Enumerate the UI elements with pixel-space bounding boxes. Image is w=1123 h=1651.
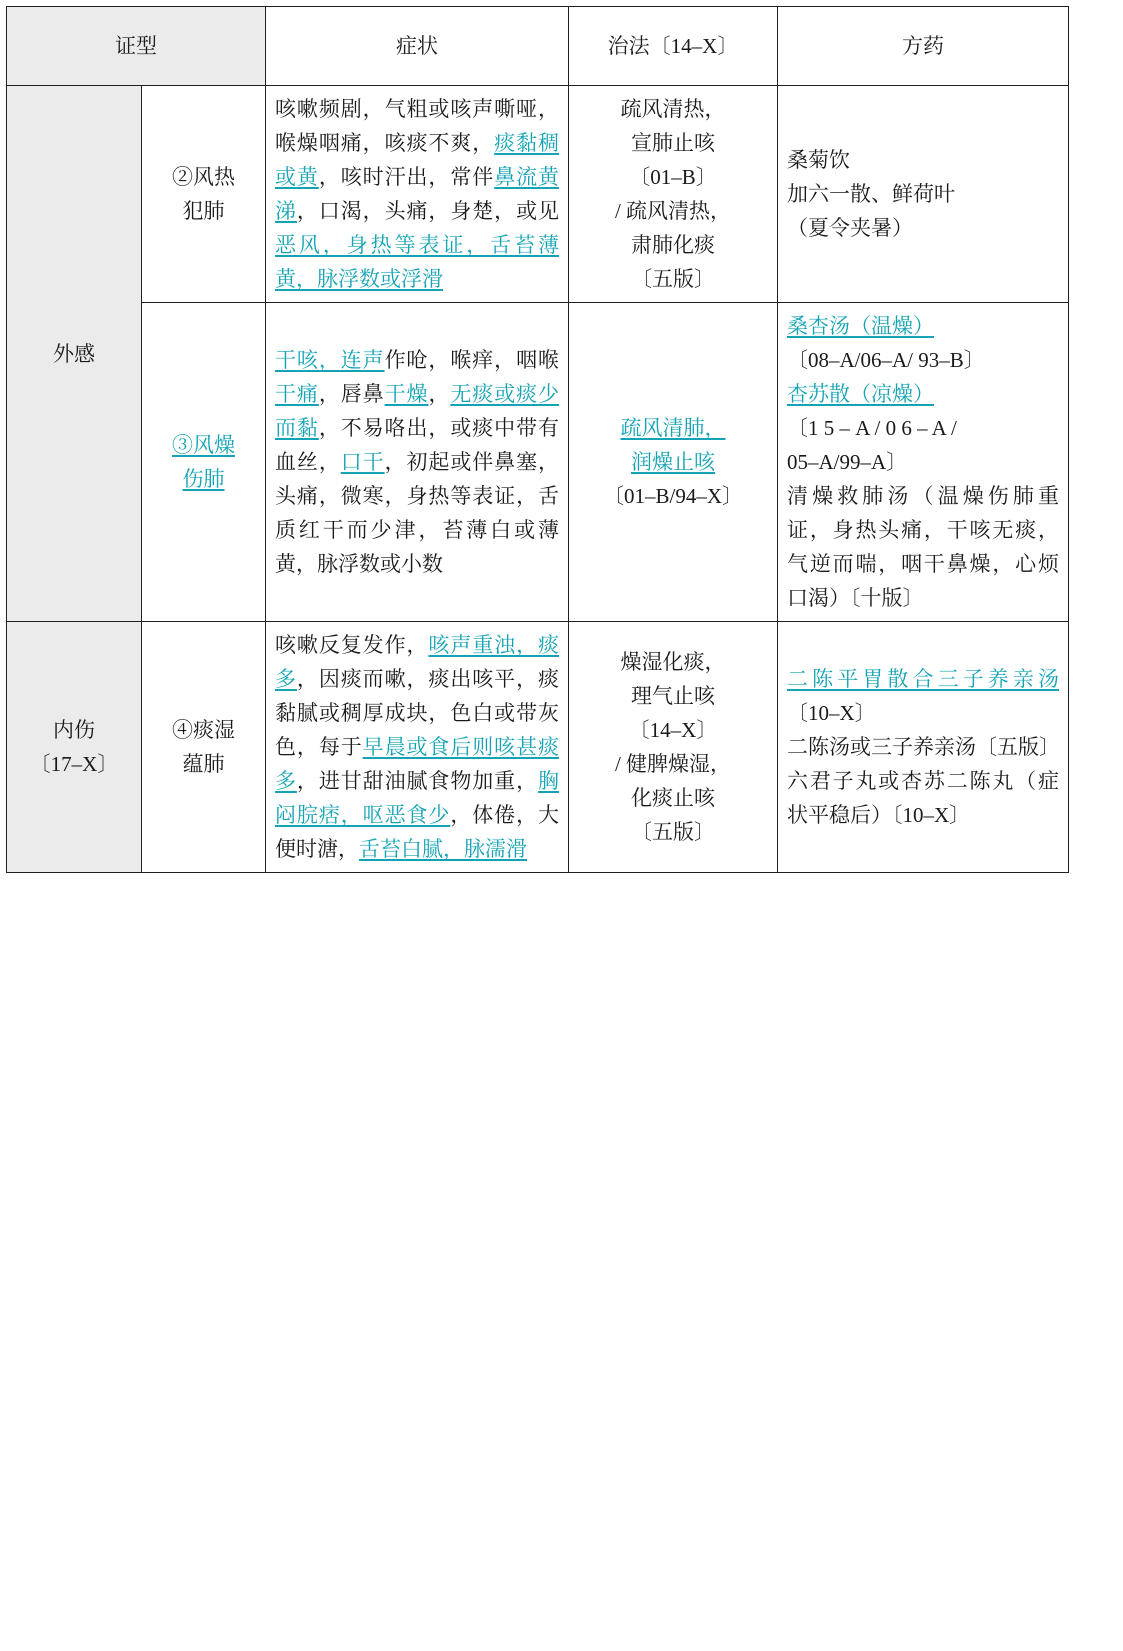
symptom-text: ，口渴，头痛，身楚，或见 xyxy=(296,199,560,224)
treatment-wind-dryness xyxy=(569,303,778,622)
symptom-text: ，进甘甜油腻食物加重， xyxy=(296,769,539,794)
column-header-formula: 方药 xyxy=(778,7,1069,86)
symptom-text: ，初起或伴鼻塞，头痛，微寒，身热等表证，舌质红干而少津，苔薄白或薄黄，脉浮数或小数 xyxy=(275,450,560,577)
formula-source: 〔08–A/06–A/ 93–B〕 xyxy=(787,348,985,373)
syndrome-name-wind-heat xyxy=(142,86,266,303)
formula-name: 桑杏汤（温燥） xyxy=(787,314,934,339)
symptom-highlight: 痰黏稠或黄 xyxy=(275,131,560,190)
treatment-source: 〔01–B/94–X〕 xyxy=(602,484,743,509)
formula-modification: 加六一散、鲜荷叶 xyxy=(787,182,955,207)
symptom-highlight: 鼻流黄涕 xyxy=(275,165,560,224)
formula-note: （夏令夹暑） xyxy=(787,216,913,241)
symptom-text: ，不易咯出，或痰中带有血丝， xyxy=(275,416,560,475)
syndrome-name-line-1: ③风燥 xyxy=(172,433,235,458)
treatment-line: 肃肺化痰 xyxy=(631,233,715,258)
symptom-highlight: 早晨或食后则咳甚痰多 xyxy=(275,735,560,794)
syndrome-name-line-2: 蕴肺 xyxy=(182,752,225,777)
symptom-text: ，因痰而嗽，痰出咳平，痰黏腻或稠厚成块，色白或带灰色，每于 xyxy=(275,667,560,760)
symptom-highlight: 干燥 xyxy=(384,382,429,407)
formula-name: 杏苏散（凉燥） xyxy=(787,382,934,407)
treatment-line: 理气止咳 xyxy=(631,684,715,709)
treatment-line: 润燥止咳 xyxy=(631,450,715,475)
category-line-1: 内伤 xyxy=(53,718,95,743)
column-header-symptoms: 症状 xyxy=(266,7,569,86)
formula-source: 05–A/99–A〕 xyxy=(787,450,908,475)
treatment-line: 燥湿化痰， xyxy=(620,650,726,675)
syndrome-name-line-2: 伤肺 xyxy=(182,467,225,492)
syndrome-name-line-2: 犯肺 xyxy=(182,199,225,224)
symptom-highlight: 胸闷脘痞，呕恶食少 xyxy=(275,769,560,828)
treatment-source: 〔五版〕 xyxy=(631,820,715,845)
treatment-source: 〔01–B〕 xyxy=(629,165,717,190)
formula-wind-dryness xyxy=(778,303,1069,622)
treatment-line: 化痰止咳 xyxy=(631,786,715,811)
symptom-highlight: 干咳，连声 xyxy=(275,348,385,373)
treatment-line: / 疏风清热， xyxy=(614,199,732,224)
syndrome-name-line-1: ④痰湿 xyxy=(172,718,235,743)
syndrome-name-phlegm-damp xyxy=(142,622,266,873)
category-source: 〔17–X〕 xyxy=(29,752,119,777)
table-row xyxy=(7,303,1069,622)
formula-alternative: 二陈汤或三子养亲汤〔五版〕 xyxy=(787,735,1060,760)
formula-wind-heat xyxy=(778,86,1069,303)
syndrome-name-line-1: ②风热 xyxy=(172,165,235,190)
symptom-highlight: 舌苔白腻，脉濡滑 xyxy=(359,837,527,862)
symptom-highlight: 干痛 xyxy=(275,382,319,407)
category-internal-injury xyxy=(7,622,142,873)
symptoms-phlegm-damp xyxy=(266,622,569,873)
symptom-text: ， xyxy=(428,382,451,407)
formula-note: 清燥救肺汤（温燥伤肺重证，身热头痛，干咳无痰，气逆而喘，咽干鼻燥，心烦口渴）〔十版〕 xyxy=(787,484,1059,611)
category-external-contraction: 外感 xyxy=(7,86,142,622)
formula-name: 桑菊饮 xyxy=(787,148,850,173)
formula-note: 六君子丸或杏苏二陈丸（症状平稳后）〔10–X〕 xyxy=(787,769,1059,828)
symptoms-wind-heat xyxy=(266,86,569,303)
treatment-line: / 健脾燥湿， xyxy=(614,752,732,777)
syndrome-name-wind-dryness xyxy=(142,303,266,622)
symptom-text: ，唇鼻 xyxy=(318,382,385,407)
symptom-text: 咳嗽频剧，气粗或咳声嘶哑，喉燥咽痛，咳痰不爽， xyxy=(275,97,559,156)
table-header-row xyxy=(7,7,1069,86)
table-row xyxy=(7,622,1069,873)
syndrome-treatment-table xyxy=(6,6,1069,873)
formula-phlegm-damp xyxy=(778,622,1069,873)
symptom-highlight: 口干 xyxy=(340,450,385,475)
symptom-highlight: 咳声重浊，痰多 xyxy=(275,633,560,692)
symptom-highlight: 无痰或痰少而黏 xyxy=(275,382,560,441)
formula-source: 〔1 5 – A / 0 6 – A / xyxy=(787,416,957,441)
table-row xyxy=(7,86,1069,303)
symptom-highlight: 恶风，身热等表证，舌苔薄黄，脉浮数或浮滑 xyxy=(275,233,559,292)
symptom-text: 作呛，喉痒，咽喉 xyxy=(384,348,560,373)
symptoms-wind-dryness xyxy=(266,303,569,622)
treatment-source: 〔14–X〕 xyxy=(628,718,718,743)
symptom-text: ，咳时汗出，常伴 xyxy=(318,165,495,190)
symptom-text: 咳嗽反复发作， xyxy=(275,633,429,658)
column-header-treatment: 治法〔14–X〕 xyxy=(569,7,778,86)
symptom-text: ，体倦，大便时溏， xyxy=(275,803,560,862)
column-header-syndrome-type: 证型 xyxy=(7,7,266,86)
treatment-source: 〔五版〕 xyxy=(631,267,715,292)
treatment-phlegm-damp xyxy=(569,622,778,873)
treatment-line: 宣肺止咳 xyxy=(631,131,715,156)
formula-name: 二陈平胃散合三子养亲汤 xyxy=(787,667,1059,692)
formula-source: 〔10–X〕 xyxy=(787,701,876,726)
treatment-line: 疏风清肺， xyxy=(620,416,726,441)
treatment-wind-heat xyxy=(569,86,778,303)
treatment-line: 疏风清热， xyxy=(620,97,726,121)
